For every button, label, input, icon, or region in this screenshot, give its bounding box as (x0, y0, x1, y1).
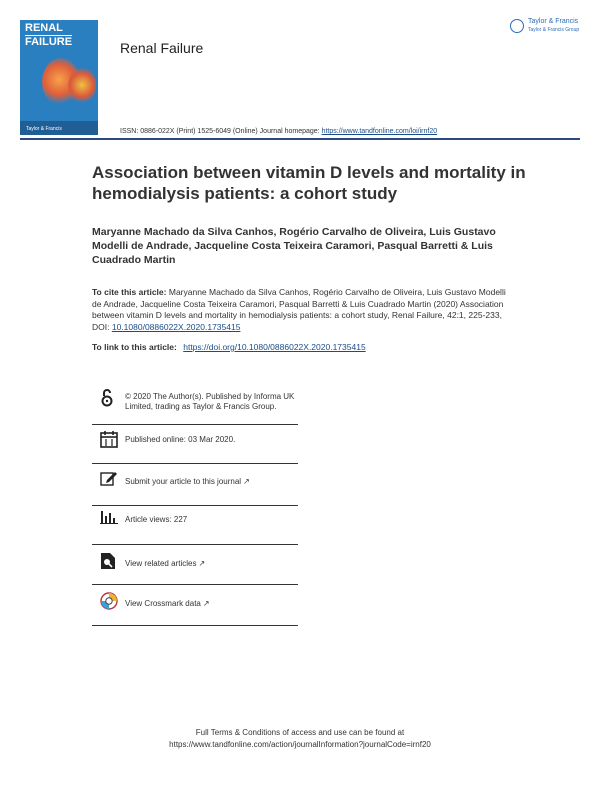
article-link-label: To link to this article: (92, 342, 177, 352)
cover-publisher: Taylor & Francis (26, 126, 62, 132)
cover-title (25, 23, 72, 48)
issn-line (120, 128, 437, 135)
article-link-line (92, 342, 366, 352)
related-link[interactable] (125, 559, 205, 569)
publisher-logo-icon (510, 19, 524, 33)
journal-cover (20, 20, 98, 135)
external-link-icon: ↗ (198, 559, 206, 568)
citation-doi-link[interactable]: 10.1080/0886022X.2020.1735415 (111, 321, 241, 332)
publisher-logo-subtext: Taylor & Francis Group (528, 27, 580, 33)
submit-link[interactable] (125, 477, 250, 487)
citation-block (92, 287, 512, 333)
bar-chart-icon (100, 510, 118, 524)
external-link-icon: ↗ (202, 599, 210, 608)
submit-row[interactable] (92, 470, 298, 500)
related-row[interactable] (92, 552, 298, 580)
article-title: Association between vitamin D levels and mortality in hemodialysis patients: a cohort study (92, 163, 526, 203)
kidney-illustration-2 (68, 66, 96, 104)
calendar-icon (100, 430, 118, 448)
info-divider (92, 625, 298, 626)
cover-footer-bar (20, 121, 98, 135)
views-row (92, 510, 298, 538)
crossmark-link[interactable] (125, 599, 210, 609)
footer (0, 727, 600, 751)
open-access-text: © 2020 The Author(s). Published by Informa UK Limited, trading as Taylor & Francis Group. (125, 392, 295, 411)
open-access-icon (100, 389, 114, 407)
external-link-icon: ↗ (243, 477, 250, 486)
info-divider (92, 544, 298, 545)
footer-terms: Full Terms & Conditions of access and use can be found at (195, 728, 405, 737)
cover-title-line1: RENAL (25, 22, 63, 34)
info-divider (92, 424, 298, 425)
published-date: Published online: 03 Mar 2020. (125, 435, 236, 444)
citation-label: To cite this article: (92, 287, 167, 297)
issn-text: ISSN: 0886-022X (Print) 1525-6049 (Online) Journal homepage: (120, 128, 320, 135)
publisher-logo-text: Taylor & Francis (528, 18, 579, 25)
published-row (92, 430, 298, 460)
article-doi-link[interactable]: https://doi.org/10.1080/0886022X.2020.1735415 (183, 342, 366, 352)
info-divider (92, 505, 298, 506)
journal-name: Renal Failure (120, 40, 204, 56)
header-divider (20, 138, 580, 140)
info-divider (92, 584, 298, 585)
journal-homepage-link[interactable]: https://www.tandfonline.com/loi/irnf20 (321, 128, 438, 135)
article-views: Article views: 227 (125, 515, 188, 524)
related-search-icon (100, 552, 116, 570)
publisher-logo[interactable] (510, 17, 582, 39)
crossmark-icon (100, 592, 118, 610)
submit-text: Submit your article to this journal (125, 477, 242, 486)
citation-text: Maryanne Machado da Silva Canhos, Rogério Carvalho de Oliveira, Luis Gustavo Modelli de Andrade, Jacqueline Costa Teixeira Caramori, Pasqual Barretti & Luis Cuadrado Martin (2020) Association between vitamin D levels and mortality in hemodialysis patients: a cohort study, Renal Failure, 42:1, 225-233, DOI: (92, 287, 506, 332)
footer-url[interactable]: https://www.tandfonline.com/action/journalInformation?journalCode=irnf20 (169, 740, 431, 749)
crossmark-text: View Crossmark data (125, 599, 201, 608)
article-authors: Maryanne Machado da Silva Canhos, Rogério Carvalho de Oliveira, Luis Gustavo Modelli de Andrade, Jacqueline Costa Teixeira Caramori, Pasqual Barretti & Luis Cuadrado Martin (92, 226, 496, 266)
related-text: View related articles (125, 559, 197, 568)
edit-icon (100, 470, 118, 486)
crossmark-row[interactable] (92, 592, 298, 620)
info-divider (92, 463, 298, 464)
open-access-row (92, 388, 298, 434)
cover-title-line2: FAILURE (25, 36, 73, 48)
